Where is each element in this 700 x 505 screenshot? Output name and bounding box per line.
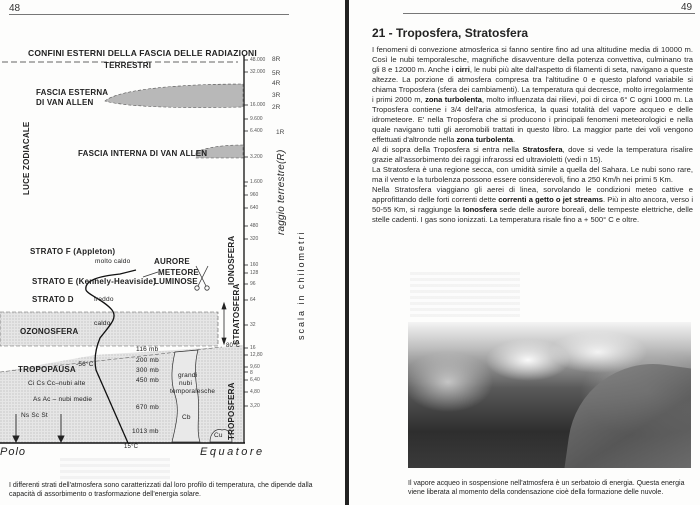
text-run: , le nubi più alte dall'aspetto di filamenti di seta, navigano a queste altezze. La porzione di atmosfera compresa tra l'altitudine 0 e questo plafond variabile si chiama Troposfera (sfera dei cambiamenti). La temperatura qui decresce, molto irregolarmente i primi 2000 m,: [372, 65, 693, 104]
pressure-200: 200 mb: [136, 357, 159, 364]
layer-strato-d: STRATO D: [32, 295, 74, 304]
axis-radius-label: 2R: [272, 104, 281, 111]
atmosphere-diagram: [0, 0, 347, 505]
axis-km-label: 128: [250, 270, 259, 276]
outer-belt-label-l1: FASCIA ESTERNA: [36, 88, 109, 97]
axis-km-label: 1.600: [250, 179, 263, 185]
page-number-left: 48: [9, 3, 21, 14]
label-temp-ground: 15°C: [124, 444, 139, 450]
photo-caption: Il vapore acqueo in sospensione nell'atmosfera è un serbatoio di energia. Questa energia viene liberata al momento della condensazione cioè della formazione delle nuvole.: [408, 480, 685, 496]
side-label-zodiacal-light: LUCE ZODIACALE: [22, 121, 31, 195]
label-ionosfera: IONOSFERA: [227, 235, 236, 285]
diagram-title-line1: CONFINI ESTERNI DELLA FASCIA DELLE RADIAZIONI: [28, 48, 257, 58]
label-molto-caldo: molto caldo: [95, 258, 131, 265]
paragraph: [372, 145, 693, 165]
label-stratosfera: STRATOSFERA: [232, 283, 241, 345]
axis-km-label: 32: [250, 322, 256, 328]
layer-strato-f: STRATO F (Appleton): [30, 247, 116, 256]
clouds-photo: [408, 322, 691, 468]
text-run: Nella Stratosfera viaggiano gli aerei di linea, sorvolando le condizioni meteo cattive e approfittando delle forti correnti dette: [372, 185, 693, 204]
axis-km-label: 8: [250, 370, 253, 376]
axis-km-label: 6,40: [250, 377, 260, 383]
faded-bleedthrough: [410, 272, 520, 317]
text-run: , molto influenzata dai rilievi, poi di circa 6° C ogni 1000 m. La Troposfera contiene i 3/4 dell'aria atmosferica, la quasi totalità del vapore acqueo e delle idrometeore. E' nella Troposfera che si producono i principali fenomeni meteorologici e nella quale navigano tutti gli aeromobili trattati in questo libro. La maggior parte dei voli vengono effettuati d'altronde nella: [372, 95, 693, 144]
bold-term: cirri: [455, 65, 470, 74]
label-cu: Cu: [214, 432, 223, 439]
label-nubi-medie: As Ac – nubi medie: [33, 396, 93, 403]
pressure-450: 450 mb: [136, 377, 159, 384]
axis-km-label: 12,80: [250, 352, 263, 358]
label-aurore: AURORE: [154, 257, 190, 266]
paragraph: [372, 45, 693, 145]
figure-caption-left: I differenti strati dell'atmosfera sono caratterizzati dal loro profilo di temperatura, che dipende dalla capacità di assorbimento o trasformazione dell'energia solare.: [9, 482, 313, 498]
label-grandi-nubi-l1: grandi: [178, 372, 198, 379]
axis-km-label: 96: [250, 281, 256, 287]
axis-km-label: 9.600: [250, 116, 263, 122]
label-grandi-nubi-l3: temporalesche: [170, 388, 216, 395]
axis-radius-label: 5R: [272, 70, 281, 77]
axis-radius-label: 3R: [272, 92, 281, 99]
bold-term: Ionosfera: [462, 205, 498, 214]
axis-km-label: 64: [250, 297, 256, 303]
label-freddo: freddo: [94, 296, 114, 303]
inner-belt-label: FASCIA INTERNA DI VAN ALLEN: [78, 149, 208, 158]
axis-km-label: 6.400: [250, 128, 263, 134]
outer-belt-label-l2: DI VAN ALLEN: [36, 98, 94, 107]
label-nubi-basse: Ns Sc St: [21, 412, 48, 419]
axis-km-label: 4,80: [250, 389, 260, 395]
label-polo: Polo: [0, 446, 27, 458]
label-meteore-l2: LUMINOSE: [154, 277, 198, 286]
paragraph: [372, 185, 693, 225]
axis-km-label: 320: [250, 236, 259, 242]
label-temp-tropopausa: -56°C: [76, 361, 94, 368]
text-run: sede delle aurore boreali, delle tempeste elettriche, delle stelle cadenti. I gas sono ionizzati. La temperatura risale fino a + 500° C e oltre.: [372, 205, 693, 224]
label-nubi-alte: Ci Cs Cc–nubi alte: [28, 380, 86, 387]
layer-ozonosfera: OZONOSFERA: [20, 327, 79, 336]
label-temp-strat: 80°C: [226, 343, 241, 349]
label-cb: Cb: [182, 414, 191, 421]
diagram-title-line2: TERRESTRI: [104, 61, 152, 70]
header-rule-right: [403, 13, 695, 14]
text-run: . Più in alto ancora, verso i 50-55 Km, si raggiunge la: [372, 195, 694, 214]
text-run: I fenomeni di convezione atmosferica si fanno sentire fino ad una altitudine media di 10000 m. Così le nubi temporalesche, magnifiche disavventure della potenza convettiva, culminano tra gli 8 e 12000 m. Anche i: [372, 45, 693, 74]
paragraph: [372, 165, 693, 185]
text-run: La Stratosfera è una regione secca, con umidità simile a quella del Sahara. Le nubi sono rare, ma il vento e la turbolenza possono essere considerevoli, fino a 250 Km/h nei primi 5 Km.: [372, 165, 693, 184]
section-title: 21 - Troposfera, Stratosfera: [372, 26, 529, 40]
pressure-1013: 1013 mb: [132, 428, 159, 435]
pressure-670: 670 mb: [136, 404, 159, 411]
body-text: [372, 45, 693, 225]
label-equatore: Equatore: [200, 446, 265, 458]
page-number-right: 49: [681, 2, 693, 13]
left-page: [0, 0, 347, 505]
pressure-116: 116 mb: [136, 346, 159, 353]
label-meteore-l1: METEORE: [158, 268, 199, 277]
axis-km-label: 160: [250, 262, 259, 268]
axis-radius-label: 8R: [272, 56, 281, 63]
axis-title-radius: raggio terrestre(R): [276, 149, 287, 235]
text-run: , dove si vede la temperatura risalire grazie all'assorbimento dei raggi infrarossi ed ultravioletti (vedi n 15).: [372, 145, 693, 164]
axis-km-label: 640: [250, 205, 259, 211]
axis-km-label: 16: [250, 345, 256, 351]
axis-radius-label: 1R: [276, 129, 285, 136]
axis-km-label: 16.000: [250, 102, 266, 108]
axis-km-label: 48.000: [250, 57, 266, 63]
bold-term: zona turbolenta: [425, 95, 482, 104]
text-run: .: [513, 135, 516, 144]
axis-km-label: 480: [250, 223, 259, 229]
bold-term: zona turbolenta: [456, 135, 514, 144]
axis-radius-label: 4R: [272, 80, 281, 87]
axis-km-label: 3,20: [250, 403, 260, 409]
axis-km-label: 9,60: [250, 364, 260, 370]
bold-term: Stratosfera: [522, 145, 563, 154]
axis-km-label: 960: [250, 192, 259, 198]
label-caldo: caldo: [94, 320, 111, 327]
book-spine: [345, 0, 349, 505]
label-grandi-nubi-l2: nubi: [179, 380, 193, 387]
axis-km-label: 32.000: [250, 69, 266, 75]
pressure-300: 300 mb: [136, 367, 159, 374]
axis-title-km: scala in chilometri: [296, 230, 306, 340]
axis-km-label: 3.200: [250, 154, 263, 160]
faded-bleedthrough: [60, 458, 170, 480]
aircraft-wing-shape: [557, 353, 691, 468]
label-troposfera: TROPOSFERA: [227, 382, 236, 440]
text-run: Al di sopra della Troposfera si entra nella: [372, 145, 523, 154]
layer-strato-e: STRATO E (Kennely-Heaviside): [32, 277, 156, 286]
bold-term: correnti a getto o jet streams: [498, 195, 603, 204]
layer-tropopausa: TROPOPAUSA: [18, 365, 76, 374]
